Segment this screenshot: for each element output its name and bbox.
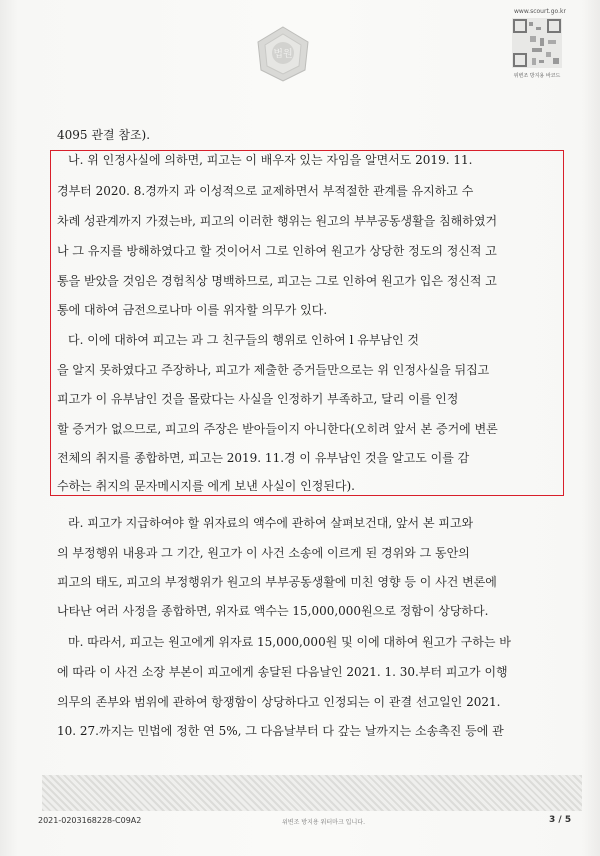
body-line: 전체의 취지를 종합하면, 피고는 2019. 11.경 이 유부남인 것을 알고도 이를 감 — [57, 451, 470, 465]
body-line: 할 증거가 없으므로, 피고의 주장은 받아들이지 아니한다(오히려 앞서 본 증거에 변론 — [57, 422, 498, 436]
body-line: 의무의 존부와 범위에 관하여 항쟁함이 상당하다고 인정되는 이 관결 선고일인 2021. — [57, 695, 501, 709]
body-line: 피고의 태도, 피고의 부정행위가 원고의 부부공동생활에 미친 영향 등 이 사건 변론에 — [57, 575, 497, 589]
qr-code-icon — [512, 18, 562, 68]
body-line: 마. 따라서, 피고는 원고에게 위자료 15,000,000원 및 이에 대하여 원고가 구하는 바 — [68, 635, 511, 649]
highlight-box — [50, 150, 564, 496]
body-line: 나 그 유지를 방해하였다고 할 것이어서 그로 인하여 원고가 상당한 정도의 정신적 고 — [57, 244, 497, 258]
site-url: www.scourt.go.kr — [514, 8, 566, 15]
document-id: 2021-0203168228-C09A2 — [38, 816, 142, 825]
watermark-note: 위변조 방지용 워터마크 입니다. — [282, 819, 365, 826]
body-line: 통에 대하여 금전으로나마 이를 위자할 의무가 있다. — [57, 303, 328, 317]
qr-label: 위변조 방지용 바코드 — [513, 73, 561, 79]
body-line: 다. 이에 대하여 피고는 과 그 친구들의 행위로 인하여 l 유부남인 것 — [68, 333, 420, 347]
page-number: 3 / 5 — [549, 815, 572, 825]
body-line: 차례 성관계까지 가졌는바, 피고의 이러한 행위는 원고의 부부공동생활을 침해하였거 — [57, 214, 498, 228]
body-line: 을 알지 못하였다고 주장하나, 피고가 제출한 증거들만으로는 위 인정사실을 뒤집고 — [57, 363, 490, 377]
body-line: 나타난 여러 사정을 종합하면, 위자료 액수는 15,000,000원으로 정함이 상당하다. — [57, 604, 489, 618]
body-line: 에 따라 이 사건 소장 부본이 피고에게 송달된 다음날인 2021. 1. 30.부터 피고가 이행 — [57, 665, 508, 679]
court-emblem-icon — [253, 24, 313, 84]
body-line: 라. 피고가 지급하여야 할 위자료의 액수에 관하여 살펴보건대, 앞서 본 피고와 — [68, 516, 474, 530]
emblem-text: 법원 — [273, 49, 293, 60]
body-line: 수하는 취지의 문자메시지를 에게 보낸 사실이 인정된다). — [57, 479, 356, 493]
body-line: 4095 관결 참조). — [57, 128, 151, 142]
body-line: 의 부정행위 내용과 그 기간, 원고가 이 사건 소송에 이르게 된 경위와 그 동안의 — [57, 546, 470, 560]
body-line: 10. 27.까지는 민법에 정한 연 5%, 그 다음날부터 다 갚는 날까지는 소송촉진 등에 관 — [57, 724, 504, 738]
body-line: 피고가 이 유부남인 것을 몰랐다는 사실을 인정하기 부족하고, 달리 이를 인정 — [57, 392, 459, 406]
body-line: 나. 위 인정사실에 의하면, 피고는 이 배우자 있는 자임을 알면서도 2019. 11. — [68, 153, 473, 167]
body-line: 통을 받았을 것임은 경험칙상 명백하므로, 피고는 그로 인하여 원고가 입은 정신적 고 — [57, 274, 497, 288]
watermark-band — [42, 775, 582, 811]
body-line: 경부터 2020. 8.경까지 과 이성적으로 교제하면서 부적절한 관계를 유지하고 수 — [57, 184, 474, 198]
